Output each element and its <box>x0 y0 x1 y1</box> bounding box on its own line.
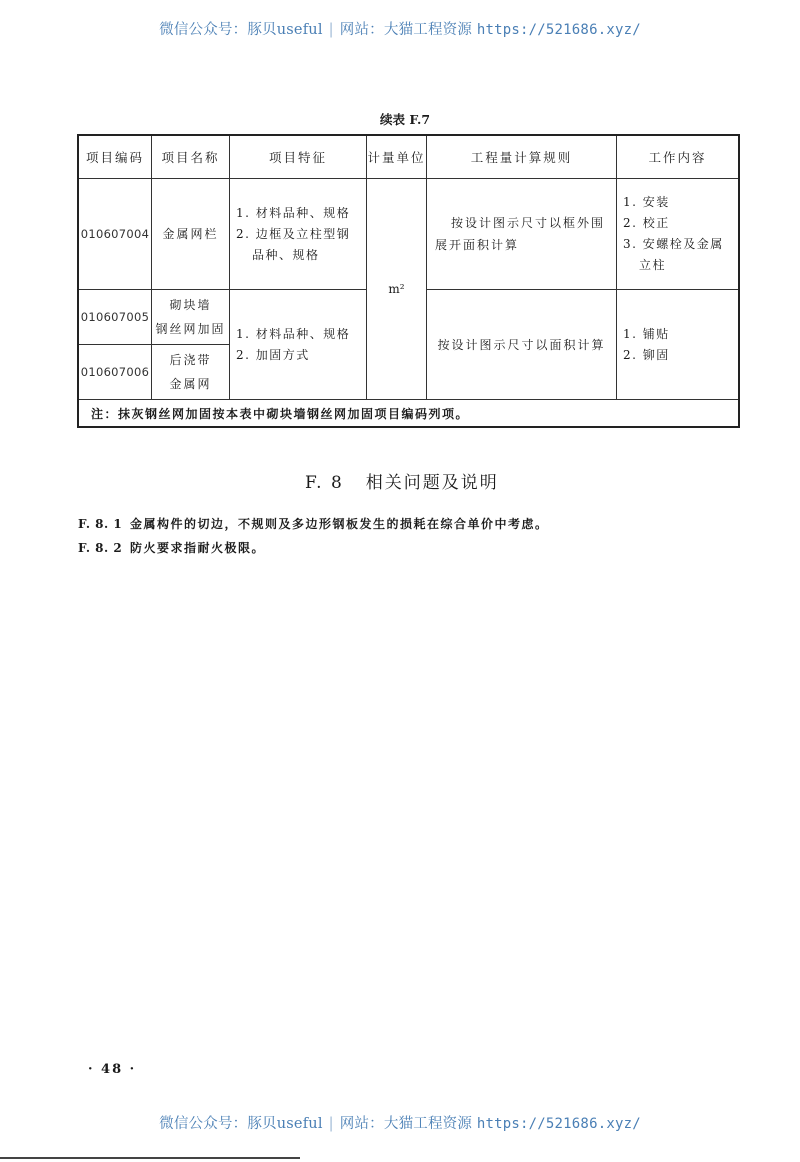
feature-item: 2. 边框及立柱型钢 <box>236 226 351 241</box>
section-number: F. 8 <box>305 473 344 493</box>
name-line: 钢丝网加固 <box>155 322 226 336</box>
watermark-header <box>0 18 800 39</box>
feature-item: 1. 材料品种、规格 <box>236 326 351 341</box>
paragraph-text: 防火要求指耐火极限。 <box>130 541 266 555</box>
row-name <box>152 345 230 400</box>
table-caption: 续表 F.7 <box>380 112 431 127</box>
site-label: 网站：大猫工程资源 <box>339 22 473 38</box>
work-item: 立柱 <box>639 258 667 272</box>
site-url[interactable]: https://521686.xyz/ <box>476 1116 641 1132</box>
feature-item: 2. 加固方式 <box>236 347 310 362</box>
section-heading <box>305 468 499 493</box>
header-name: 项目名称 <box>152 135 230 179</box>
work-item: 2. 铆固 <box>623 347 670 362</box>
wechat-label: 微信公众号：豚贝useful <box>159 22 323 38</box>
row-rule <box>427 179 617 290</box>
header-unit: 计量单位 <box>367 135 427 179</box>
table-header-row <box>78 135 739 179</box>
header-rule: 工程量计算规则 <box>427 135 617 179</box>
header-features: 项目特征 <box>230 135 367 179</box>
wechat-label: 微信公众号：豚贝useful <box>159 1116 323 1132</box>
row-name <box>152 179 230 290</box>
name-line: 金属网栏 <box>162 227 219 241</box>
paragraph-number: F. 8. 2 <box>78 541 123 555</box>
row-code: 010607005 <box>78 290 152 345</box>
work-item: 1. 铺贴 <box>623 326 670 341</box>
paragraph <box>78 515 549 532</box>
header-code: 项目编码 <box>78 135 152 179</box>
row-work <box>617 179 740 290</box>
rule-line: 按设计图示尺寸以框外围 <box>451 216 606 230</box>
feature-item: 品种、规格 <box>252 247 320 262</box>
unit-value: m² <box>388 282 405 296</box>
separator: | <box>328 1116 334 1132</box>
shared-features <box>230 290 367 400</box>
shared-work <box>617 290 740 400</box>
name-line: 金属网 <box>169 377 212 391</box>
paragraph-number: F. 8. 1 <box>78 517 123 531</box>
watermark-footer <box>0 1112 800 1133</box>
table-note: 注：抹灰钢丝网加固按本表中砌块墙钢丝网加固项目编码列项。 <box>78 400 739 428</box>
scan-edge-divider <box>0 1157 300 1159</box>
separator: | <box>328 22 334 38</box>
spec-table <box>77 134 740 428</box>
work-item: 1. 安装 <box>623 195 670 209</box>
rule-line: 展开面积计算 <box>435 238 520 252</box>
name-line: 砌块墙 <box>169 298 212 312</box>
page-number: · 48 · <box>88 1062 137 1077</box>
site-label: 网站：大猫工程资源 <box>339 1116 473 1132</box>
table-row <box>78 179 739 290</box>
feature-item: 1. 材料品种、规格 <box>236 205 351 220</box>
table-note-row <box>78 400 739 428</box>
row-name <box>152 290 230 345</box>
paragraph <box>78 539 265 556</box>
section-title: 相关问题及说明 <box>365 473 499 493</box>
unit-cell <box>367 179 427 400</box>
shared-rule <box>427 290 617 400</box>
site-url[interactable]: https://521686.xyz/ <box>476 22 641 38</box>
work-item: 3. 安螺栓及金属 <box>623 237 724 251</box>
row-code: 010607004 <box>78 179 152 290</box>
header-work: 工作内容 <box>617 135 740 179</box>
rule-line: 按设计图示尺寸以面积计算 <box>437 337 606 352</box>
name-line: 后浇带 <box>169 353 212 367</box>
work-item: 2. 校正 <box>623 216 670 230</box>
row-features <box>230 179 367 290</box>
row-code: 010607006 <box>78 345 152 400</box>
paragraph-text: 金属构件的切边，不规则及多边形钢板发生的损耗在综合单价中考虑。 <box>130 517 549 531</box>
